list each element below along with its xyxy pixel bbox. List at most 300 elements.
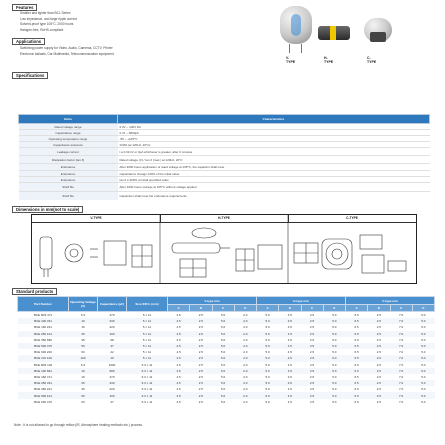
std-cell-size: 5 × 11 <box>142 350 152 355</box>
std-cell-dim: 7.0 <box>399 387 404 392</box>
std-cell-dim: 4.5 <box>176 374 181 379</box>
standard-products-heading: Standard products <box>12 288 57 295</box>
std-cell-dim: 7.0 <box>399 344 404 349</box>
h-type-capacitor-image <box>318 26 350 40</box>
std-cell-dim: 5.0 <box>332 331 337 336</box>
std-cell-v: 10 <box>81 368 85 373</box>
std-cell-dim: 5.0 <box>221 362 226 367</box>
std-cell-v: 63 <box>81 399 85 404</box>
std-cell-dim: 4.5 <box>176 356 181 361</box>
std-cell-size: 5 × 11 <box>142 344 152 349</box>
std-cell-dim: 5.0 <box>332 399 337 404</box>
dimension-drawings <box>32 215 416 283</box>
std-cell-dim: 2.5 <box>376 374 381 379</box>
std-cell-dim: 2.5 <box>198 319 203 324</box>
std-cell-dim: 7.0 <box>399 374 404 379</box>
std-cell-v: 35 <box>81 387 85 392</box>
std-cell-dim: 2.0 <box>243 381 248 386</box>
std-cell-dim: 4.5 <box>287 356 292 361</box>
dim-header-c-type: C-TYPE <box>288 215 416 223</box>
std-cell-dim: 2.5 <box>310 350 315 355</box>
std-cell-dim: 2.0 <box>243 362 248 367</box>
std-cell-pn: BCE 500 470 <box>34 344 52 349</box>
std-cell-dim: 5.0 <box>332 362 337 367</box>
std-cell-dim: 6.5 <box>354 313 359 318</box>
dimensions-heading: Dimensions in mm(not to scale) <box>12 206 83 213</box>
std-cell-dim: 7.0 <box>399 381 404 386</box>
spec-row <box>19 164 430 171</box>
std-cell-dim: 2.5 <box>376 337 381 342</box>
std-header-voltage: Operating Voltage (V) <box>69 297 98 312</box>
std-cell-pn: BCE 350 221 <box>34 387 52 392</box>
std-cell-c: 100 <box>109 331 115 336</box>
std-cell-dim: 5.0 <box>332 337 337 342</box>
std-cell-dim: 5.0 <box>332 350 337 355</box>
std-subheader: C <box>301 305 323 312</box>
std-cell-pn: BCE 350 680 <box>34 337 52 342</box>
std-cell-dim: 5.0 <box>265 337 270 342</box>
std-cell-dim: 2.5 <box>310 368 315 373</box>
std-cell-dim: 2.0 <box>243 344 248 349</box>
std-cell-dim: 4.5 <box>176 319 181 324</box>
table-row <box>18 399 435 405</box>
std-cell-dim: 6.5 <box>354 325 359 330</box>
std-cell-dim: 2.0 <box>243 399 248 404</box>
std-cell-dim: 7.0 <box>399 362 404 367</box>
spec-value: 6.3V ~ 100V DC <box>118 124 430 130</box>
std-cell-size: 6.3 × 11 <box>141 374 153 379</box>
std-cell-dim: 7.0 <box>399 337 404 342</box>
std-cell-dim: 2.5 <box>198 381 203 386</box>
std-cell-size: 6.3 × 11 <box>141 362 153 367</box>
std-cell-dim: 5.0 <box>221 393 226 398</box>
std-cell-dim: 2.5 <box>376 319 381 324</box>
std-cell-size: 5 × 11 <box>142 337 152 342</box>
spec-item: Leakage current <box>19 148 118 156</box>
std-subheader: A <box>346 305 368 312</box>
std-cell-c: 680 <box>109 368 115 373</box>
std-cell-dim: 2.5 <box>376 313 381 318</box>
specifications-table <box>18 114 430 200</box>
std-cell-dim: 5.0 <box>421 350 426 355</box>
std-cell-dim: 5.0 <box>421 374 426 379</box>
spec-item: Rated voltage range <box>19 124 118 130</box>
std-cell-dim: 5.0 <box>421 313 426 318</box>
v-type-capacitor-image <box>280 6 312 44</box>
feature-item: Solvent-proof type 105°C, 2000 hours <box>20 22 74 26</box>
std-header-part-number: Part Number <box>18 297 69 312</box>
std-cell-dim: 2.5 <box>376 399 381 404</box>
std-cell-dim: 4.5 <box>287 313 292 318</box>
std-cell-dim: 5.0 <box>221 344 226 349</box>
std-cell-size: 5 × 11 <box>142 319 152 324</box>
std-cell-dim: 5.0 <box>421 381 426 386</box>
std-cell-dim: 2.0 <box>243 313 248 318</box>
std-cell-dim: 7.0 <box>399 313 404 318</box>
h-type-label: H-TYPE <box>324 56 334 64</box>
spec-item: Dissipation factor (tan δ) <box>19 156 118 164</box>
standard-products-table <box>17 296 435 405</box>
std-cell-pn: BCE 101 100 <box>34 356 52 361</box>
std-cell-dim: 4.5 <box>287 337 292 342</box>
dimensions-diagram-box <box>31 214 417 284</box>
std-cell-dim: 2.0 <box>243 387 248 392</box>
std-cell-dim: 7.0 <box>399 350 404 355</box>
std-cell-size: 6.3 × 11 <box>141 381 153 386</box>
std-cell-dim: 5.0 <box>221 325 226 330</box>
std-cell-dim: 5.0 <box>221 319 226 324</box>
std-cell-dim: 2.5 <box>310 325 315 330</box>
spec-value: Capacitors shall meet the endurance requirements <box>118 192 430 200</box>
std-cell-dim: 5.0 <box>221 381 226 386</box>
std-cell-c: 47 <box>110 399 114 404</box>
spec-item: Shelf life <box>19 192 118 200</box>
std-cell-dim: 5.0 <box>265 393 270 398</box>
std-cell-dim: 4.5 <box>287 344 292 349</box>
std-cell-v: 25 <box>81 331 85 336</box>
std-cell-pn: BCE 6R3 102 <box>33 362 53 367</box>
std-subheader: A <box>168 305 190 312</box>
spec-value: ±20% (at 120Hz, 20°C) <box>118 142 430 148</box>
std-cell-dim: 6.5 <box>354 374 359 379</box>
std-cell-dim: 5.0 <box>332 368 337 373</box>
std-cell-dim: 4.5 <box>176 337 181 342</box>
std-cell-c: 22 <box>110 350 114 355</box>
std-cell-dim: 6.5 <box>354 368 359 373</box>
std-cell-dim: 2.5 <box>198 368 203 373</box>
std-cell-dim: 5.0 <box>265 325 270 330</box>
std-cell-dim: 6.5 <box>354 337 359 342</box>
std-cell-pn: BCE 630 220 <box>34 350 52 355</box>
c-type-label: C-TYPE <box>367 56 377 64</box>
footnote: Note : It is not allowed to go through reflow (IR, Atmosphere heating methods etc.) process <box>14 423 142 427</box>
std-subheader: B <box>368 305 390 312</box>
std-cell-dim: 2.5 <box>376 387 381 392</box>
std-cell-pn: BCE 500 101 <box>34 393 52 398</box>
std-cell-dim: 5.0 <box>265 387 270 392</box>
std-cell-v: 50 <box>81 344 85 349</box>
std-cell-c: 470 <box>109 374 115 379</box>
std-cell-dim: 5.0 <box>265 344 270 349</box>
std-cell-dim: 5.0 <box>221 313 226 318</box>
std-cell-pn: BCE 6R3 471 <box>33 313 53 318</box>
std-cell-v: 16 <box>81 325 85 330</box>
std-cell-dim: 2.5 <box>310 337 315 342</box>
std-cell-dim: 5.0 <box>265 331 270 336</box>
feature-item: Smaller and lighter than BCL Series <box>20 11 71 15</box>
std-cell-dim: 5.0 <box>265 350 270 355</box>
std-cell-dim: 2.5 <box>310 356 315 361</box>
std-cell-dim: 5.0 <box>265 374 270 379</box>
feature-item: Low impedance, and large ripple current <box>20 16 77 21</box>
spec-value: -55 ~ +105°C <box>118 136 430 142</box>
std-cell-v: 25 <box>81 381 85 386</box>
std-cell-pn: BCE 250 101 <box>34 331 52 336</box>
std-cell-dim: 5.0 <box>265 356 270 361</box>
spec-item: Endurance <box>19 171 118 177</box>
std-cell-c: 220 <box>109 325 115 330</box>
std-cell-dim: 4.5 <box>176 313 181 318</box>
std-cell-v: 16 <box>81 374 85 379</box>
std-cell-dim: 2.5 <box>376 344 381 349</box>
std-header-h-type: H-type mm <box>257 297 346 305</box>
std-cell-dim: 2.5 <box>198 350 203 355</box>
std-cell-dim: 6.5 <box>354 387 359 392</box>
std-header-size: Size ΦD×L (mm) <box>127 297 168 312</box>
std-cell-dim: 4.5 <box>287 381 292 386</box>
std-cell-dim: 4.5 <box>287 350 292 355</box>
std-header-capacitance: Capacitance (µF) <box>98 297 127 312</box>
std-cell-dim: 5.0 <box>221 399 226 404</box>
std-cell-dim: 4.5 <box>176 344 181 349</box>
std-cell-dim: 7.0 <box>399 393 404 398</box>
std-cell-dim: 2.5 <box>198 387 203 392</box>
std-cell-dim: 5.0 <box>332 319 337 324</box>
std-cell-dim: 2.5 <box>376 381 381 386</box>
std-cell-dim: 5.0 <box>221 350 226 355</box>
std-cell-v: 6.3 <box>80 362 86 367</box>
std-cell-dim: 2.5 <box>310 393 315 398</box>
spec-value: I ≤ 0.01CV or 3µA whichever is greater, after 2 minutes <box>118 148 430 156</box>
std-cell-dim: 5.0 <box>265 399 270 404</box>
std-cell-dim: 2.5 <box>376 368 381 373</box>
std-cell-dim: 2.5 <box>198 313 203 318</box>
std-cell-c: 220 <box>109 387 115 392</box>
spec-item: Capacitance tolerance <box>19 142 118 148</box>
std-cell-dim: 4.5 <box>176 331 181 336</box>
spec-item: Shelf life <box>19 183 118 192</box>
specifications-heading: Specifications <box>12 72 48 79</box>
std-cell-pn: BCE 100 681 <box>34 368 52 373</box>
std-cell-dim: 4.5 <box>176 362 181 367</box>
std-cell-dim: 4.5 <box>287 319 292 324</box>
std-cell-c: 330 <box>109 319 115 324</box>
std-cell-dim: 2.5 <box>310 319 315 324</box>
std-cell-dim: 2.5 <box>376 350 381 355</box>
std-cell-dim: 5.0 <box>332 393 337 398</box>
std-subheader: E <box>234 305 256 312</box>
std-cell-dim: 4.5 <box>287 362 292 367</box>
std-cell-dim: 2.0 <box>243 356 248 361</box>
applications-heading: Applications <box>12 38 45 45</box>
std-cell-dim: 5.0 <box>421 387 426 392</box>
std-cell-dim: 2.5 <box>376 393 381 398</box>
std-cell-dim: 5.0 <box>221 337 226 342</box>
spec-item: Endurance <box>19 177 118 183</box>
std-cell-dim: 2.0 <box>243 319 248 324</box>
std-cell-dim: 2.5 <box>310 381 315 386</box>
std-cell-v: 35 <box>81 337 85 342</box>
spec-row <box>19 183 430 192</box>
std-cell-dim: 6.5 <box>354 362 359 367</box>
spec-item: Operating temperature range <box>19 136 118 142</box>
std-cell-v: 6.3 <box>80 313 86 318</box>
spec-row <box>19 156 430 164</box>
std-cell-dim: 5.0 <box>265 313 270 318</box>
std-cell-dim: 2.5 <box>198 331 203 336</box>
std-cell-size: 5 × 11 <box>142 325 152 330</box>
std-cell-dim: 6.5 <box>354 331 359 336</box>
dim-header-v-type: V-TYPE <box>32 215 161 223</box>
std-cell-dim: 4.5 <box>176 399 181 404</box>
std-cell-dim: 6.5 <box>354 393 359 398</box>
std-cell-dim: 5.0 <box>221 331 226 336</box>
std-cell-dim: 2.5 <box>376 331 381 336</box>
std-cell-dim: 2.5 <box>198 374 203 379</box>
spec-header-characteristics: Characteristics <box>118 115 430 124</box>
std-cell-dim: 2.5 <box>198 325 203 330</box>
std-cell-v: 50 <box>81 393 85 398</box>
dim-header-h-type: H-TYPE <box>160 215 289 223</box>
std-cell-dim: 5.0 <box>265 381 270 386</box>
std-cell-dim: 2.5 <box>198 399 203 404</box>
std-cell-dim: 5.0 <box>421 362 426 367</box>
std-cell-size: 6.3 × 11 <box>141 399 153 404</box>
features-heading: Features <box>12 4 37 11</box>
std-subheader: B <box>279 305 301 312</box>
std-cell-dim: 2.5 <box>310 399 315 404</box>
std-cell-dim: 5.0 <box>421 356 426 361</box>
std-cell-size: 5 × 11 <box>142 356 152 361</box>
std-header-v-type: V-type mm <box>168 297 257 305</box>
std-cell-dim: 2.0 <box>243 393 248 398</box>
std-cell-dim: 4.5 <box>287 325 292 330</box>
std-cell-dim: 2.5 <box>310 331 315 336</box>
std-cell-dim: 2.0 <box>243 374 248 379</box>
feature-item: Halogen-free, RoHS compliant <box>20 27 64 32</box>
std-cell-dim: 5.0 <box>265 319 270 324</box>
std-cell-dim: 5.0 <box>421 325 426 330</box>
std-cell-dim: 4.5 <box>287 368 292 373</box>
std-cell-dim: 6.5 <box>354 319 359 324</box>
std-subheader: E <box>323 305 345 312</box>
std-cell-dim: 7.0 <box>399 368 404 373</box>
std-cell-dim: 7.0 <box>399 356 404 361</box>
std-cell-size: 6.3 × 11 <box>141 393 153 398</box>
std-cell-pn: BCE 630 470 <box>34 399 52 404</box>
spec-row <box>19 192 430 200</box>
std-cell-dim: 7.0 <box>399 399 404 404</box>
std-cell-size: 5 × 11 <box>142 313 152 318</box>
spec-header-items: Items <box>19 115 118 124</box>
std-cell-dim: 7.0 <box>399 319 404 324</box>
std-subheader: E <box>412 305 434 312</box>
std-cell-dim: 2.0 <box>243 350 248 355</box>
std-cell-dim: 5.0 <box>332 387 337 392</box>
std-cell-dim: 2.5 <box>198 362 203 367</box>
std-cell-pn: BCE 100 331 <box>34 319 52 324</box>
std-cell-dim: 5.0 <box>332 325 337 330</box>
std-cell-pn: BCE 160 471 <box>34 374 52 379</box>
std-cell-c: 100 <box>109 393 115 398</box>
std-header-c-type: C-type mm <box>346 297 435 305</box>
std-cell-size: 5 × 11 <box>142 331 152 336</box>
std-cell-dim: 4.5 <box>176 393 181 398</box>
std-cell-dim: 2.5 <box>310 362 315 367</box>
std-cell-dim: 5.0 <box>421 399 426 404</box>
std-cell-dim: 2.5 <box>198 393 203 398</box>
std-cell-dim: 6.5 <box>354 344 359 349</box>
std-cell-v: 10 <box>81 319 85 324</box>
std-cell-dim: 6.5 <box>354 381 359 386</box>
std-cell-dim: 2.5 <box>310 313 315 318</box>
std-cell-pn: BCE 160 221 <box>34 325 52 330</box>
std-cell-dim: 5.0 <box>421 344 426 349</box>
table-row <box>18 312 435 319</box>
std-cell-dim: 4.5 <box>176 381 181 386</box>
std-cell-dim: 7.0 <box>399 325 404 330</box>
std-cell-dim: 5.0 <box>332 356 337 361</box>
std-cell-v: 100 <box>80 356 86 361</box>
spec-value: After 1000 hours storage at 105°C without voltage applied <box>118 183 430 192</box>
std-cell-size: 6.3 × 11 <box>141 387 153 392</box>
spec-item: Endurance <box>19 164 118 171</box>
std-cell-dim: 4.5 <box>287 399 292 404</box>
std-cell-dim: 5.0 <box>421 319 426 324</box>
std-cell-dim: 2.5 <box>310 387 315 392</box>
std-cell-dim: 2.5 <box>198 356 203 361</box>
std-cell-dim: 2.0 <box>243 331 248 336</box>
std-cell-dim: 2.5 <box>376 325 381 330</box>
std-cell-dim: 5.0 <box>221 368 226 373</box>
application-item: Electronic ballasts, Car Multimedia, Telecommunication equipment <box>20 51 114 56</box>
std-cell-dim: 4.5 <box>287 331 292 336</box>
std-cell-dim: 5.0 <box>265 368 270 373</box>
std-cell-dim: 2.0 <box>243 337 248 342</box>
std-cell-dim: 5.0 <box>421 393 426 398</box>
std-cell-c: 10 <box>110 356 114 361</box>
c-type-capacitor-image <box>364 18 392 42</box>
spec-value: Capacitance change ±20% of the initial value <box>118 171 430 177</box>
std-cell-dim: 2.0 <box>243 368 248 373</box>
std-subheader: C <box>212 305 234 312</box>
std-cell-dim: 5.0 <box>221 374 226 379</box>
std-subheader: C <box>390 305 412 312</box>
spec-row <box>19 148 430 156</box>
std-cell-c: 1000 <box>108 362 116 367</box>
std-cell-dim: 2.5 <box>310 374 315 379</box>
std-cell-dim: 4.5 <box>176 325 181 330</box>
std-cell-pn: BCE 250 331 <box>34 381 52 386</box>
std-cell-dim: 6.5 <box>354 399 359 404</box>
spec-value: Rated voltage (V) / tan δ (max.) at 120Hz, 20°C <box>118 156 430 164</box>
std-cell-dim: 5.0 <box>221 356 226 361</box>
std-cell-v: 63 <box>81 350 85 355</box>
std-cell-dim: 2.5 <box>198 337 203 342</box>
std-cell-dim: 2.0 <box>243 325 248 330</box>
std-cell-dim: 5.0 <box>332 344 337 349</box>
spec-value: tan δ ≤ 200% of initial specified value <box>118 177 430 183</box>
application-item: Switching power supply for Video, Audio, Cameras, CCTV, Printer <box>20 46 113 50</box>
std-cell-c: 47 <box>110 344 114 349</box>
spec-value: 0.47 ~ 6800µF <box>118 130 430 136</box>
std-cell-dim: 5.0 <box>332 374 337 379</box>
std-cell-dim: 5.0 <box>332 381 337 386</box>
std-cell-dim: 6.5 <box>354 350 359 355</box>
std-cell-dim: 6.5 <box>354 356 359 361</box>
std-cell-dim: 7.0 <box>399 331 404 336</box>
std-cell-dim: 4.5 <box>176 350 181 355</box>
std-cell-c: 68 <box>110 337 114 342</box>
std-cell-c: 330 <box>109 381 115 386</box>
std-cell-dim: 2.5 <box>198 344 203 349</box>
spec-value: After 2000 hours application of rated voltage at 105°C, the capacitor shall meet <box>118 164 430 171</box>
std-cell-dim: 2.5 <box>376 356 381 361</box>
std-cell-dim: 5.0 <box>221 387 226 392</box>
std-cell-size: 6.3 × 11 <box>141 368 153 373</box>
std-cell-dim: 4.5 <box>176 387 181 392</box>
std-cell-dim: 2.5 <box>376 362 381 367</box>
